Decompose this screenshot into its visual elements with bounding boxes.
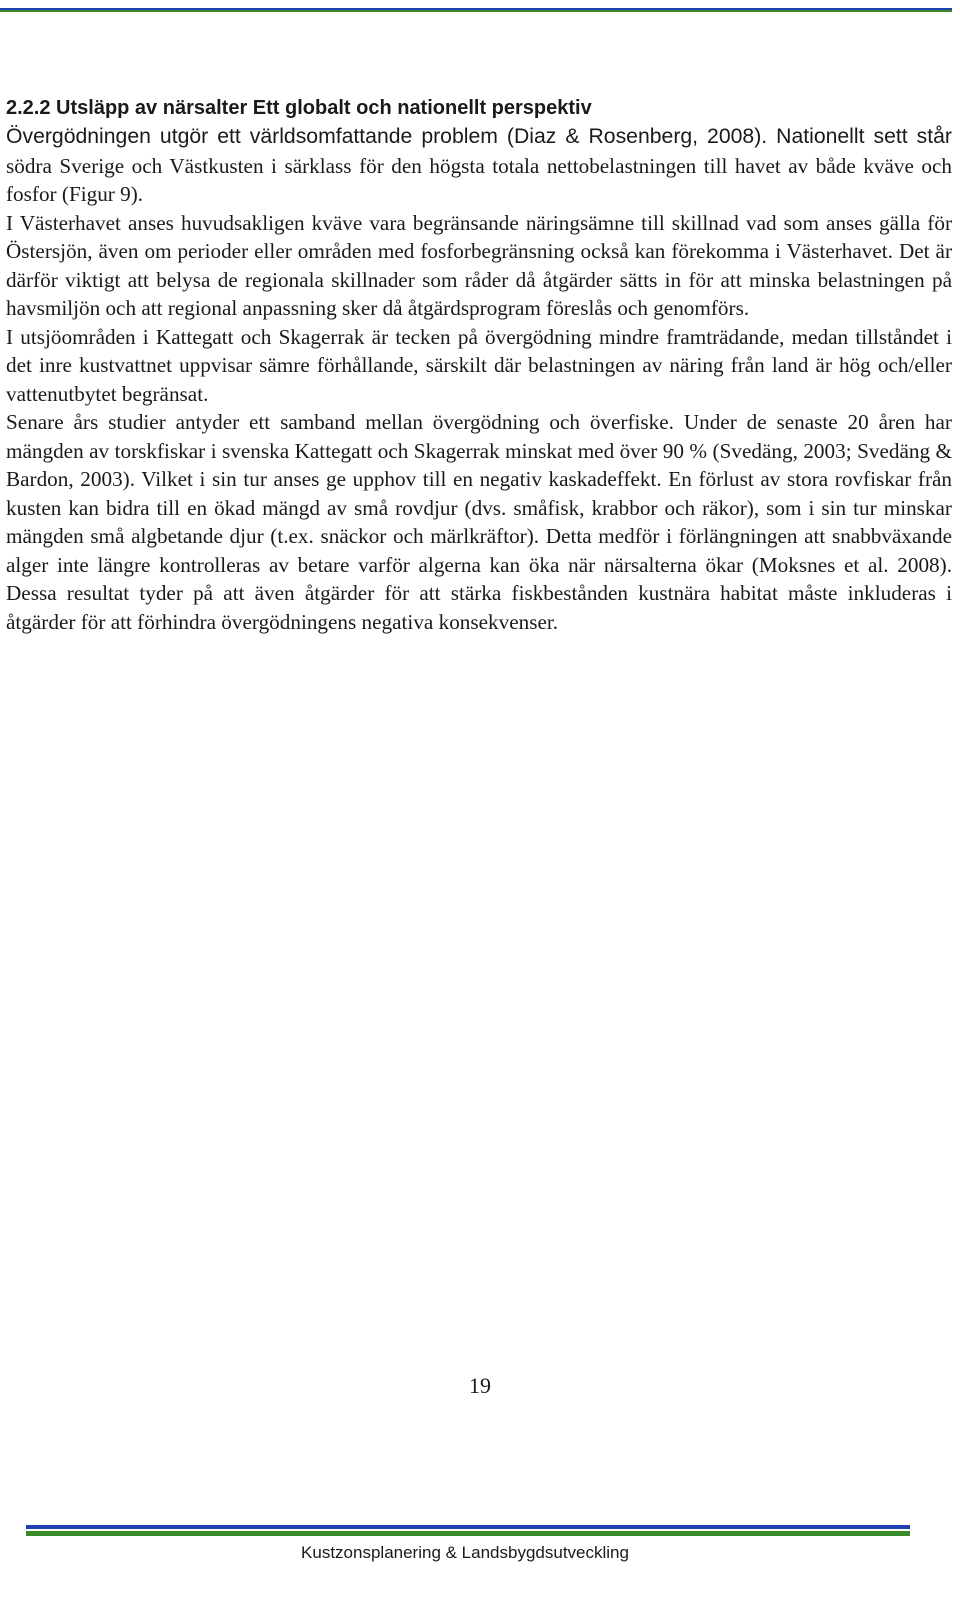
- footer-text: Kustzonsplanering & Landsbygdsutveckling: [301, 1543, 629, 1562]
- footer-rule-blue: [26, 1525, 910, 1529]
- paragraph-3: I utsjöområden i Kattegatt och Skagerrak är tecken på övergödning mindre framträdande, medan tillståndet i det inre kustvattnet uppvisar sämre förhållande, särskilt där belastningen av näring från land är hög och/eller vattenutbytet begränsat.: [6, 324, 952, 406]
- footer-rule-green: [26, 1531, 910, 1536]
- paragraph-2: I Västerhavet anses huvudsakligen kväve vara begränsande näringsämne till skillnad vad som anses gälla för Östersjön, även om perioder eller områden med fosforbegränsning också kan förekomma i Västerhavet. Det är därför viktigt att belysa de regionala skillnader som råder då åtgärder sätts in för att minska belastningen på havsmiljön och att regional anpassning sker då åtgärdsprogram föreslås och genomförs.: [6, 210, 952, 320]
- footer-rule: [26, 1525, 910, 1538]
- paragraph-1: Övergödningen utgör ett världsomfattande problem (Diaz & Rosenberg, 2008). Nationellt sett står södra Sverige och Västkusten i särklass för den högsta totala nettobelastningen till havet av både kväve och fosfor (Figur 9).: [6, 125, 952, 206]
- page-number: 19: [469, 1373, 491, 1398]
- paragraph-4: Senare års studier antyder ett samband mellan övergödning och överfiske. Under de senaste 20 åren har mängden av torskfiskar i svenska Kattegatt och Skagerrak minskat med över 90 % (Svedäng, 2003; Svedäng & Bardon, 2003). Vilket i sin tur anses ge upphov till en negativ kaskadeffekt. En förlust av stora rovfiskar från kusten kan bidra till en ökad mängd av små rovdjur (dvs. småfisk, krabbor och räkor), som i sin tur minskar mängden små algbetande djur (t.ex. snäckor och märlkräftor). Detta medför i förlängningen att snabbväxande alger inte längre kontrolleras av betare varför algerna kan öka när närsalterna ökar (Moksnes et al. 2008). Dessa resultat tyder på att även åtgärder för att stärka fiskbestånden kustnära habitat måste inkluderas i åtgärder för att förhindra övergödningens negativa konsekvenser.: [6, 410, 952, 634]
- header-rule: [0, 8, 952, 12]
- document-body: [6, 94, 952, 636]
- section-heading: 2.2.2 Utsläpp av närsalter Ett globalt och nationellt perspektiv: [6, 97, 592, 119]
